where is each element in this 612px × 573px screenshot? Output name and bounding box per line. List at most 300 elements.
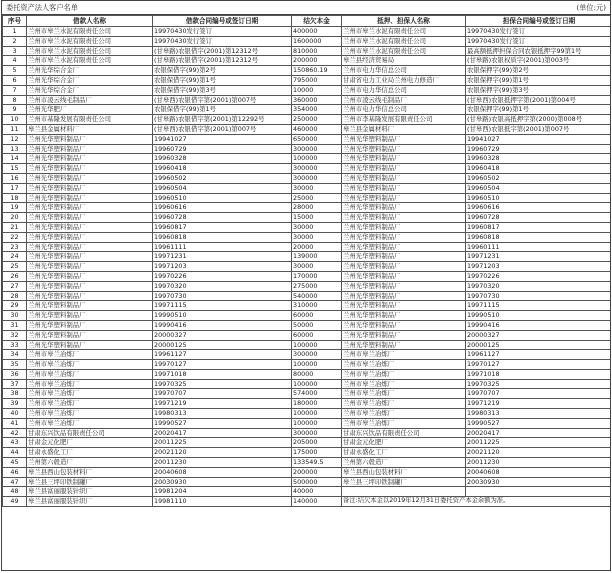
table-row bbox=[3, 85, 612, 95]
table-row bbox=[3, 369, 612, 379]
cell-loan-contract: 19970430发行签订 bbox=[153, 36, 292, 46]
cell-principal: 100000 bbox=[292, 418, 342, 428]
table-row bbox=[3, 291, 612, 301]
cell-guarantor: 兰州光华塑料制品厂 bbox=[342, 320, 466, 330]
cell-loan-contract: (甘皋路)农银借字(2001)第12312号 bbox=[153, 46, 292, 56]
cell-guarantee-contract: 19970730 bbox=[466, 291, 612, 301]
cell-borrower: 兰州市基隆发展有限责任公司 bbox=[27, 115, 153, 125]
cell-borrower: 兰州光华塑料制品厂 bbox=[27, 301, 153, 311]
cell-guarantor: 兰州光华塑料制品厂 bbox=[342, 252, 466, 262]
cell-guarantor: 兰州光华塑料制品厂 bbox=[342, 281, 466, 291]
cell-borrower: 兰州市皋兰水泥有限责任公司 bbox=[27, 36, 153, 46]
cell-loan-contract: 19990416 bbox=[153, 320, 292, 330]
cell-principal: 310000 bbox=[292, 301, 342, 311]
cell-guarantee-contract: 农银保押字(99)第2号 bbox=[466, 66, 612, 76]
cell-principal: 25000 bbox=[292, 193, 342, 203]
table-row bbox=[3, 193, 612, 203]
cell-borrower: 兰州光华综合金厂 bbox=[27, 66, 153, 76]
cell-principal: 170000 bbox=[292, 271, 342, 281]
cell-loan-contract: 19970226 bbox=[153, 271, 292, 281]
cell-index: 47 bbox=[3, 477, 27, 487]
col-header-principal: 结欠本金 bbox=[292, 16, 342, 27]
cell-borrower: 甘肃永盛化工厂 bbox=[27, 448, 153, 458]
cell-guarantor: 兰州光华塑料制品厂 bbox=[342, 154, 466, 164]
cell-borrower: 兰州光华塑料制品厂 bbox=[27, 222, 153, 232]
cell-loan-contract: (甘皋西)农银借字第(2001)第007号 bbox=[153, 95, 292, 105]
table-row bbox=[3, 409, 612, 419]
cell-borrower: 兰州光华塑料制品厂 bbox=[27, 252, 153, 262]
col-header-guarantor: 抵押、担保人名称 bbox=[342, 16, 466, 27]
cell-index: 41 bbox=[3, 418, 27, 428]
cell-guarantor: 兰州光华塑料制品厂 bbox=[342, 173, 466, 183]
table-row bbox=[3, 252, 612, 262]
cell-index: 40 bbox=[3, 409, 27, 419]
cell-guarantee-contract bbox=[466, 487, 612, 497]
table-row bbox=[3, 213, 612, 223]
cell-loan-contract: 19970707 bbox=[153, 389, 292, 399]
document-sheet bbox=[1, 0, 611, 571]
cell-index: 48 bbox=[3, 487, 27, 497]
cell-guarantee-contract: 19990527 bbox=[466, 418, 612, 428]
cell-principal: 60000 bbox=[292, 330, 342, 340]
cell-borrower: 兰州光华综合金厂 bbox=[27, 85, 153, 95]
cell-borrower: 兰州光华塑料制品厂 bbox=[27, 330, 153, 340]
cell-guarantee-contract: 19970127 bbox=[466, 360, 612, 370]
table-row bbox=[3, 105, 612, 115]
cell-guarantor: 兰州光华塑料制品厂 bbox=[342, 134, 466, 144]
table-row bbox=[3, 458, 612, 468]
cell-guarantee-contract: 19960817 bbox=[466, 222, 612, 232]
cell-principal: 200000 bbox=[292, 467, 342, 477]
cell-index: 26 bbox=[3, 271, 27, 281]
cell-borrower: 兰州光华塑料制品厂 bbox=[27, 262, 153, 272]
cell-guarantee-contract: 农银保押字(99)第1号 bbox=[466, 105, 612, 115]
cell-loan-contract: 19970320 bbox=[153, 281, 292, 291]
cell-borrower: 兰州市皋兰水泥有限责任公司 bbox=[27, 56, 153, 66]
cell-guarantor: 兰州光华塑料制品厂 bbox=[342, 301, 466, 311]
cell-guarantor: 兰州市皋兰冶炼厂 bbox=[342, 409, 466, 419]
table-row bbox=[3, 340, 612, 350]
cell-loan-contract: 19970127 bbox=[153, 360, 292, 370]
cell-guarantor: 兰州光华塑料制品厂 bbox=[342, 340, 466, 350]
cell-guarantor: 兰州市皋兰水泥有限责任公司 bbox=[342, 46, 466, 56]
cell-guarantor: 兰州光华塑料制品厂 bbox=[342, 262, 466, 272]
cell-guarantee-contract: 20030930 bbox=[466, 477, 612, 487]
table-body bbox=[3, 27, 612, 507]
cell-index: 3 bbox=[3, 46, 27, 56]
cell-guarantor: 甘肃金元化肥厂 bbox=[342, 438, 466, 448]
cell-guarantor: 兰州光华塑料制品厂 bbox=[342, 183, 466, 193]
cell-guarantor bbox=[342, 487, 466, 497]
cell-principal: 1600000 bbox=[292, 36, 342, 46]
cell-borrower: 兰州市皋兰冶炼厂 bbox=[27, 369, 153, 379]
cell-borrower: 兰州光华塑料制品厂 bbox=[27, 203, 153, 213]
table-row bbox=[3, 330, 612, 340]
cell-index: 33 bbox=[3, 340, 27, 350]
cell-guarantee-contract: 19960502 bbox=[466, 173, 612, 183]
cell-borrower: 兰州第六毂造厂 bbox=[27, 458, 153, 468]
cell-guarantor: 兰州市皋兰冶炼厂 bbox=[342, 418, 466, 428]
cell-principal: 60000 bbox=[292, 311, 342, 321]
cell-loan-contract: 19971219 bbox=[153, 399, 292, 409]
cell-principal: 250000 bbox=[292, 115, 342, 125]
cell-index: 25 bbox=[3, 262, 27, 272]
cell-principal: 15000 bbox=[292, 213, 342, 223]
table-row bbox=[3, 222, 612, 232]
cell-loan-contract: 19970730 bbox=[153, 291, 292, 301]
cell-principal: 30000 bbox=[292, 183, 342, 193]
cell-loan-contract: 19960728 bbox=[153, 213, 292, 223]
cell-guarantee-contract: (甘皋路)农银高抵押字第(2000)第008号 bbox=[466, 115, 612, 125]
table-row bbox=[3, 66, 612, 76]
cell-guarantor: 兰州光华塑料制品厂 bbox=[342, 291, 466, 301]
cell-principal: 360000 bbox=[292, 95, 342, 105]
cell-guarantee-contract: 20040608 bbox=[466, 467, 612, 477]
cell-principal: 30000 bbox=[292, 262, 342, 272]
cell-index: 44 bbox=[3, 448, 27, 458]
cell-index: 2 bbox=[3, 36, 27, 46]
cell-index: 37 bbox=[3, 379, 27, 389]
table-row bbox=[3, 27, 612, 37]
table-row bbox=[3, 350, 612, 360]
cell-guarantee-contract: (甘皋西)农银抵字第(2001)第007号 bbox=[466, 124, 612, 134]
cell-borrower: 兰州光华塑料制品厂 bbox=[27, 164, 153, 174]
cell-guarantee-contract: 19961127 bbox=[466, 350, 612, 360]
cell-loan-contract: 19960418 bbox=[153, 164, 292, 174]
cell-loan-contract: 20020417 bbox=[153, 428, 292, 438]
cell-borrower: 皋兰县富丽服装针织厂 bbox=[27, 487, 153, 497]
cell-loan-contract: (甘皋路)农银借字第(2001)第12292号 bbox=[153, 115, 292, 125]
cell-borrower: 兰州光华塑料制品厂 bbox=[27, 134, 153, 144]
cell-principal: 140000 bbox=[292, 497, 342, 507]
cell-index: 31 bbox=[3, 320, 27, 330]
cell-loan-contract: 20000327 bbox=[153, 330, 292, 340]
cell-guarantee-contract: 20000327 bbox=[466, 330, 612, 340]
document-header bbox=[2, 1, 610, 15]
cell-principal: 80000 bbox=[292, 369, 342, 379]
cell-borrower: 甘肃东兴饮品有限责任公司 bbox=[27, 428, 153, 438]
cell-principal: 30000 bbox=[292, 232, 342, 242]
cell-index: 1 bbox=[3, 27, 27, 37]
cell-guarantee-contract: 20020417 bbox=[466, 428, 612, 438]
cell-borrower: 兰州光华塑料制品厂 bbox=[27, 320, 153, 330]
cell-index: 22 bbox=[3, 232, 27, 242]
cell-loan-contract: 19971115 bbox=[153, 301, 292, 311]
cell-guarantor: 甘肃东兴饮品有限责任公司 bbox=[342, 428, 466, 438]
cell-borrower: 兰州光华塑料制品厂 bbox=[27, 311, 153, 321]
cell-guarantee-contract: 19960728 bbox=[466, 213, 612, 223]
cell-guarantor: 甘肃永盛化工厂 bbox=[342, 448, 466, 458]
cell-principal: 10000 bbox=[292, 85, 342, 95]
cell-guarantee-contract: 19960818 bbox=[466, 232, 612, 242]
cell-principal: 100000 bbox=[292, 360, 342, 370]
cell-guarantor: 兰州市皋兰冶炼厂 bbox=[342, 350, 466, 360]
cell-index: 17 bbox=[3, 183, 27, 193]
cell-loan-contract: 19961127 bbox=[153, 350, 292, 360]
cell-principal: 100000 bbox=[292, 409, 342, 419]
cell-index: 15 bbox=[3, 164, 27, 174]
cell-loan-contract: 农银保借字(99)第1号 bbox=[153, 75, 292, 85]
table-row bbox=[3, 389, 612, 399]
table-row bbox=[3, 262, 612, 272]
cell-guarantee-contract: 最高额抵押担保合同农银抵押字99第1号 bbox=[466, 46, 612, 56]
cell-loan-contract: 19990510 bbox=[153, 311, 292, 321]
col-header-guarantee-contract: 担保合同编号或签订日期 bbox=[466, 16, 612, 27]
cell-loan-contract: 19960328 bbox=[153, 154, 292, 164]
cell-guarantee-contract: 农银保押字(99)第3号 bbox=[466, 85, 612, 95]
table-row bbox=[3, 134, 612, 144]
table-row bbox=[3, 399, 612, 409]
cell-principal: 275000 bbox=[292, 281, 342, 291]
cell-loan-contract: 19970325 bbox=[153, 379, 292, 389]
cell-guarantor: 皋兰县经济贸易局 bbox=[342, 56, 466, 66]
cell-guarantor: 兰州光华塑料制品厂 bbox=[342, 271, 466, 281]
cell-guarantor: 兰州光华塑料制品厂 bbox=[342, 242, 466, 252]
cell-loan-contract: 19971203 bbox=[153, 262, 292, 272]
cell-loan-contract: 19961111 bbox=[153, 242, 292, 252]
cell-principal: 20000 bbox=[292, 242, 342, 252]
cell-index: 36 bbox=[3, 369, 27, 379]
unit-label: (单位:元) bbox=[576, 2, 606, 12]
cell-borrower: 兰州光华综合金厂 bbox=[27, 75, 153, 85]
cell-guarantor: 兰州光华塑料制品厂 bbox=[342, 232, 466, 242]
cell-guarantor: 兰州光华塑料制品厂 bbox=[342, 222, 466, 232]
table-row bbox=[3, 467, 612, 477]
cell-borrower: 兰州市凌云线毛制品厂 bbox=[27, 95, 153, 105]
cell-index: 14 bbox=[3, 154, 27, 164]
cell-guarantor: 甘肃省电力工业局兰州电力修造厂 bbox=[342, 75, 466, 85]
table-row bbox=[3, 271, 612, 281]
cell-principal: 133549.5 bbox=[292, 458, 342, 468]
cell-index: 42 bbox=[3, 428, 27, 438]
cell-guarantee-contract: 19960729 bbox=[466, 144, 612, 154]
cell-borrower: 兰州市皋兰冶炼厂 bbox=[27, 409, 153, 419]
cell-loan-contract: 19960504 bbox=[153, 183, 292, 193]
cell-index: 6 bbox=[3, 75, 27, 85]
cell-principal: 300000 bbox=[292, 164, 342, 174]
cell-guarantor: 兰州市电力华信总公司 bbox=[342, 66, 466, 76]
cell-borrower: 皋兰县三坪印铁制罐厂 bbox=[27, 477, 153, 487]
cell-index: 29 bbox=[3, 301, 27, 311]
cell-loan-contract: 20040608 bbox=[153, 467, 292, 477]
cell-principal: 810000 bbox=[292, 46, 342, 56]
cell-guarantee-contract: 19970226 bbox=[466, 271, 612, 281]
cell-principal: 100000 bbox=[292, 379, 342, 389]
cell-principal: 28000 bbox=[292, 203, 342, 213]
table-row bbox=[3, 242, 612, 252]
cell-loan-contract: 19990527 bbox=[153, 418, 292, 428]
cell-guarantee-contract: 农银保押字(99)第1号 bbox=[466, 75, 612, 85]
cell-loan-contract: 20030930 bbox=[153, 477, 292, 487]
cell-borrower: 兰州市皋兰水泥有限责任公司 bbox=[27, 46, 153, 56]
cell-index: 13 bbox=[3, 144, 27, 154]
table-row bbox=[3, 448, 612, 458]
cell-guarantee-contract: 20011225 bbox=[466, 438, 612, 448]
table-row bbox=[3, 379, 612, 389]
cell-index: 8 bbox=[3, 95, 27, 105]
cell-guarantor: 兰州光华塑料制品厂 bbox=[342, 213, 466, 223]
cell-principal: 180000 bbox=[292, 399, 342, 409]
cell-borrower: 兰州光华塑料制品厂 bbox=[27, 291, 153, 301]
cell-borrower: 兰州光华塑料制品厂 bbox=[27, 154, 153, 164]
cell-loan-contract: 19941027 bbox=[153, 134, 292, 144]
cell-principal: 354000 bbox=[292, 105, 342, 115]
cell-index: 4 bbox=[3, 56, 27, 66]
cell-guarantee-contract: 19960111 bbox=[466, 242, 612, 252]
cell-guarantor: 兰州市皋兰水泥有限责任公司 bbox=[342, 36, 466, 46]
cell-index: 46 bbox=[3, 467, 27, 477]
cell-index: 35 bbox=[3, 360, 27, 370]
cell-principal: 205000 bbox=[292, 438, 342, 448]
table-row bbox=[3, 36, 612, 46]
cell-borrower: 皋兰县金属材料厂 bbox=[27, 124, 153, 134]
cell-principal: 400000 bbox=[292, 27, 342, 37]
cell-principal: 574000 bbox=[292, 389, 342, 399]
cell-guarantor: 兰州市皋兰水泥有限责任公司 bbox=[342, 27, 466, 37]
table-row bbox=[3, 115, 612, 125]
cell-borrower: 甘肃金元化肥厂 bbox=[27, 438, 153, 448]
table-row bbox=[3, 183, 612, 193]
table-row bbox=[3, 173, 612, 183]
cell-guarantee-contract: 19971018 bbox=[466, 369, 612, 379]
cell-loan-contract: 农银保借字(99)第1号 bbox=[153, 105, 292, 115]
cell-guarantor: 兰州光华塑料制品厂 bbox=[342, 164, 466, 174]
table-row bbox=[3, 320, 612, 330]
cell-index: 30 bbox=[3, 311, 27, 321]
table-header-row bbox=[3, 16, 612, 27]
table-row bbox=[3, 418, 612, 428]
cell-borrower: 兰州光华塑料制品厂 bbox=[27, 281, 153, 291]
cell-guarantor: 兰州光华塑料制品厂 bbox=[342, 193, 466, 203]
cell-index: 27 bbox=[3, 281, 27, 291]
cell-principal: 650000 bbox=[292, 134, 342, 144]
document-title: 委托资产法人客户名单 bbox=[6, 2, 78, 12]
cell-borrower: 兰州市皋兰冶炼厂 bbox=[27, 360, 153, 370]
cell-guarantee-contract: 19980313 bbox=[466, 409, 612, 419]
cell-guarantee-contract: 20021120 bbox=[466, 448, 612, 458]
cell-loan-contract: 19971231 bbox=[153, 252, 292, 262]
cell-guarantee-contract: 19971231 bbox=[466, 252, 612, 262]
cell-guarantee-contract: (甘皋西)农银抵押字第(2001)第004号 bbox=[466, 95, 612, 105]
table-row bbox=[3, 281, 612, 291]
cell-borrower: 兰州市皋兰冶炼厂 bbox=[27, 399, 153, 409]
cell-guarantor: 兰州市凌云线毛制品厂 bbox=[342, 95, 466, 105]
cell-guarantor: 兰州光华塑料制品厂 bbox=[342, 330, 466, 340]
cell-guarantee-contract: 19971115 bbox=[466, 301, 612, 311]
cell-principal: 200000 bbox=[292, 56, 342, 66]
table-row bbox=[3, 75, 612, 85]
cell-loan-contract: 20011225 bbox=[153, 438, 292, 448]
cell-guarantor: 兰州市电力华信总公司 bbox=[342, 105, 466, 115]
cell-guarantee-contract: 19990510 bbox=[466, 311, 612, 321]
cell-guarantee-contract: 19960510 bbox=[466, 193, 612, 203]
cell-loan-contract: (甘皋西)农银借字第(2001)第007号 bbox=[153, 124, 292, 134]
cell-loan-contract: 19960818 bbox=[153, 232, 292, 242]
cell-index: 43 bbox=[3, 438, 27, 448]
cell-borrower: 兰州光华肥厂 bbox=[27, 105, 153, 115]
cell-index: 49 bbox=[3, 497, 27, 507]
cell-principal: 139000 bbox=[292, 252, 342, 262]
table-row bbox=[3, 154, 612, 164]
cell-guarantee-contract: 19970325 bbox=[466, 379, 612, 389]
cell-guarantee-contract: 20000125 bbox=[466, 340, 612, 350]
cell-principal: 460000 bbox=[292, 124, 342, 134]
cell-loan-contract: 19960817 bbox=[153, 222, 292, 232]
table-row bbox=[3, 428, 612, 438]
cell-index: 12 bbox=[3, 134, 27, 144]
cell-principal: 300000 bbox=[292, 144, 342, 154]
table-row bbox=[3, 144, 612, 154]
table-row bbox=[3, 360, 612, 370]
table-row bbox=[3, 311, 612, 321]
cell-loan-contract: 19970430发行签订 bbox=[153, 27, 292, 37]
cell-borrower: 兰州市皋兰冶炼厂 bbox=[27, 379, 153, 389]
table-row bbox=[3, 124, 612, 134]
cell-principal: 300000 bbox=[292, 350, 342, 360]
cell-borrower: 兰州光华塑料制品厂 bbox=[27, 183, 153, 193]
cell-borrower: 兰州市皋兰水泥有限责任公司 bbox=[27, 27, 153, 37]
cell-guarantor: 兰州市电力华信总公司 bbox=[342, 85, 466, 95]
cell-guarantee-contract: (甘皋路)农银权质字(2001)第003号 bbox=[466, 56, 612, 66]
cell-guarantee-contract: 20011230 bbox=[466, 458, 612, 468]
cell-index: 21 bbox=[3, 222, 27, 232]
cell-loan-contract: 19960616 bbox=[153, 203, 292, 213]
cell-guarantee-contract: 19970430发行签订 bbox=[466, 36, 612, 46]
cell-loan-contract: 20011230 bbox=[153, 458, 292, 468]
cell-principal: 40000 bbox=[292, 487, 342, 497]
cell-guarantee-contract: 19971203 bbox=[466, 262, 612, 272]
cell-principal: 30000 bbox=[292, 222, 342, 232]
cell-index: 9 bbox=[3, 105, 27, 115]
cell-index: 23 bbox=[3, 242, 27, 252]
cell-guarantee-contract: 19960504 bbox=[466, 183, 612, 193]
cell-loan-contract: 19981110 bbox=[153, 497, 292, 507]
cell-borrower: 兰州光华塑料制品厂 bbox=[27, 271, 153, 281]
cell-principal: 540000 bbox=[292, 291, 342, 301]
cell-index: 32 bbox=[3, 330, 27, 340]
table-row bbox=[3, 477, 612, 487]
cell-index: 7 bbox=[3, 85, 27, 95]
cell-borrower: 皋兰县富丽服装针织厂 bbox=[27, 497, 153, 507]
cell-guarantee-contract: 19960616 bbox=[466, 203, 612, 213]
note-text: 备注:结欠本金以2019年12月31日委托资产本金余额为准。 bbox=[342, 497, 612, 507]
cell-guarantee-contract: 19970707 bbox=[466, 389, 612, 399]
cell-guarantor: 兰州市李基隆发展有限责任公司 bbox=[342, 115, 466, 125]
cell-index: 18 bbox=[3, 193, 27, 203]
cell-principal: 175000 bbox=[292, 448, 342, 458]
col-header-loan-contract: 借款合同编号或签订日期 bbox=[153, 16, 292, 27]
cell-index: 39 bbox=[3, 399, 27, 409]
cell-loan-contract: 农银保借字(99)第2号 bbox=[153, 66, 292, 76]
cell-principal: 300000 bbox=[292, 428, 342, 438]
cell-borrower: 兰州市皋兰冶炼厂 bbox=[27, 418, 153, 428]
cell-index: 10 bbox=[3, 115, 27, 125]
cell-borrower: 兰州光华塑料制品厂 bbox=[27, 144, 153, 154]
cell-index: 38 bbox=[3, 389, 27, 399]
table-row bbox=[3, 46, 612, 56]
client-table bbox=[2, 15, 611, 507]
cell-index: 20 bbox=[3, 213, 27, 223]
cell-guarantor: 兰州光华塑料制品厂 bbox=[342, 311, 466, 321]
cell-guarantor: 兰州光华塑料制品厂 bbox=[342, 203, 466, 213]
table-row bbox=[3, 438, 612, 448]
table-row bbox=[3, 497, 612, 507]
col-header-index: 序号 bbox=[3, 16, 27, 27]
cell-loan-contract: 19960502 bbox=[153, 173, 292, 183]
cell-guarantee-contract: 19990416 bbox=[466, 320, 612, 330]
cell-principal: 500000 bbox=[292, 477, 342, 487]
table-row bbox=[3, 164, 612, 174]
